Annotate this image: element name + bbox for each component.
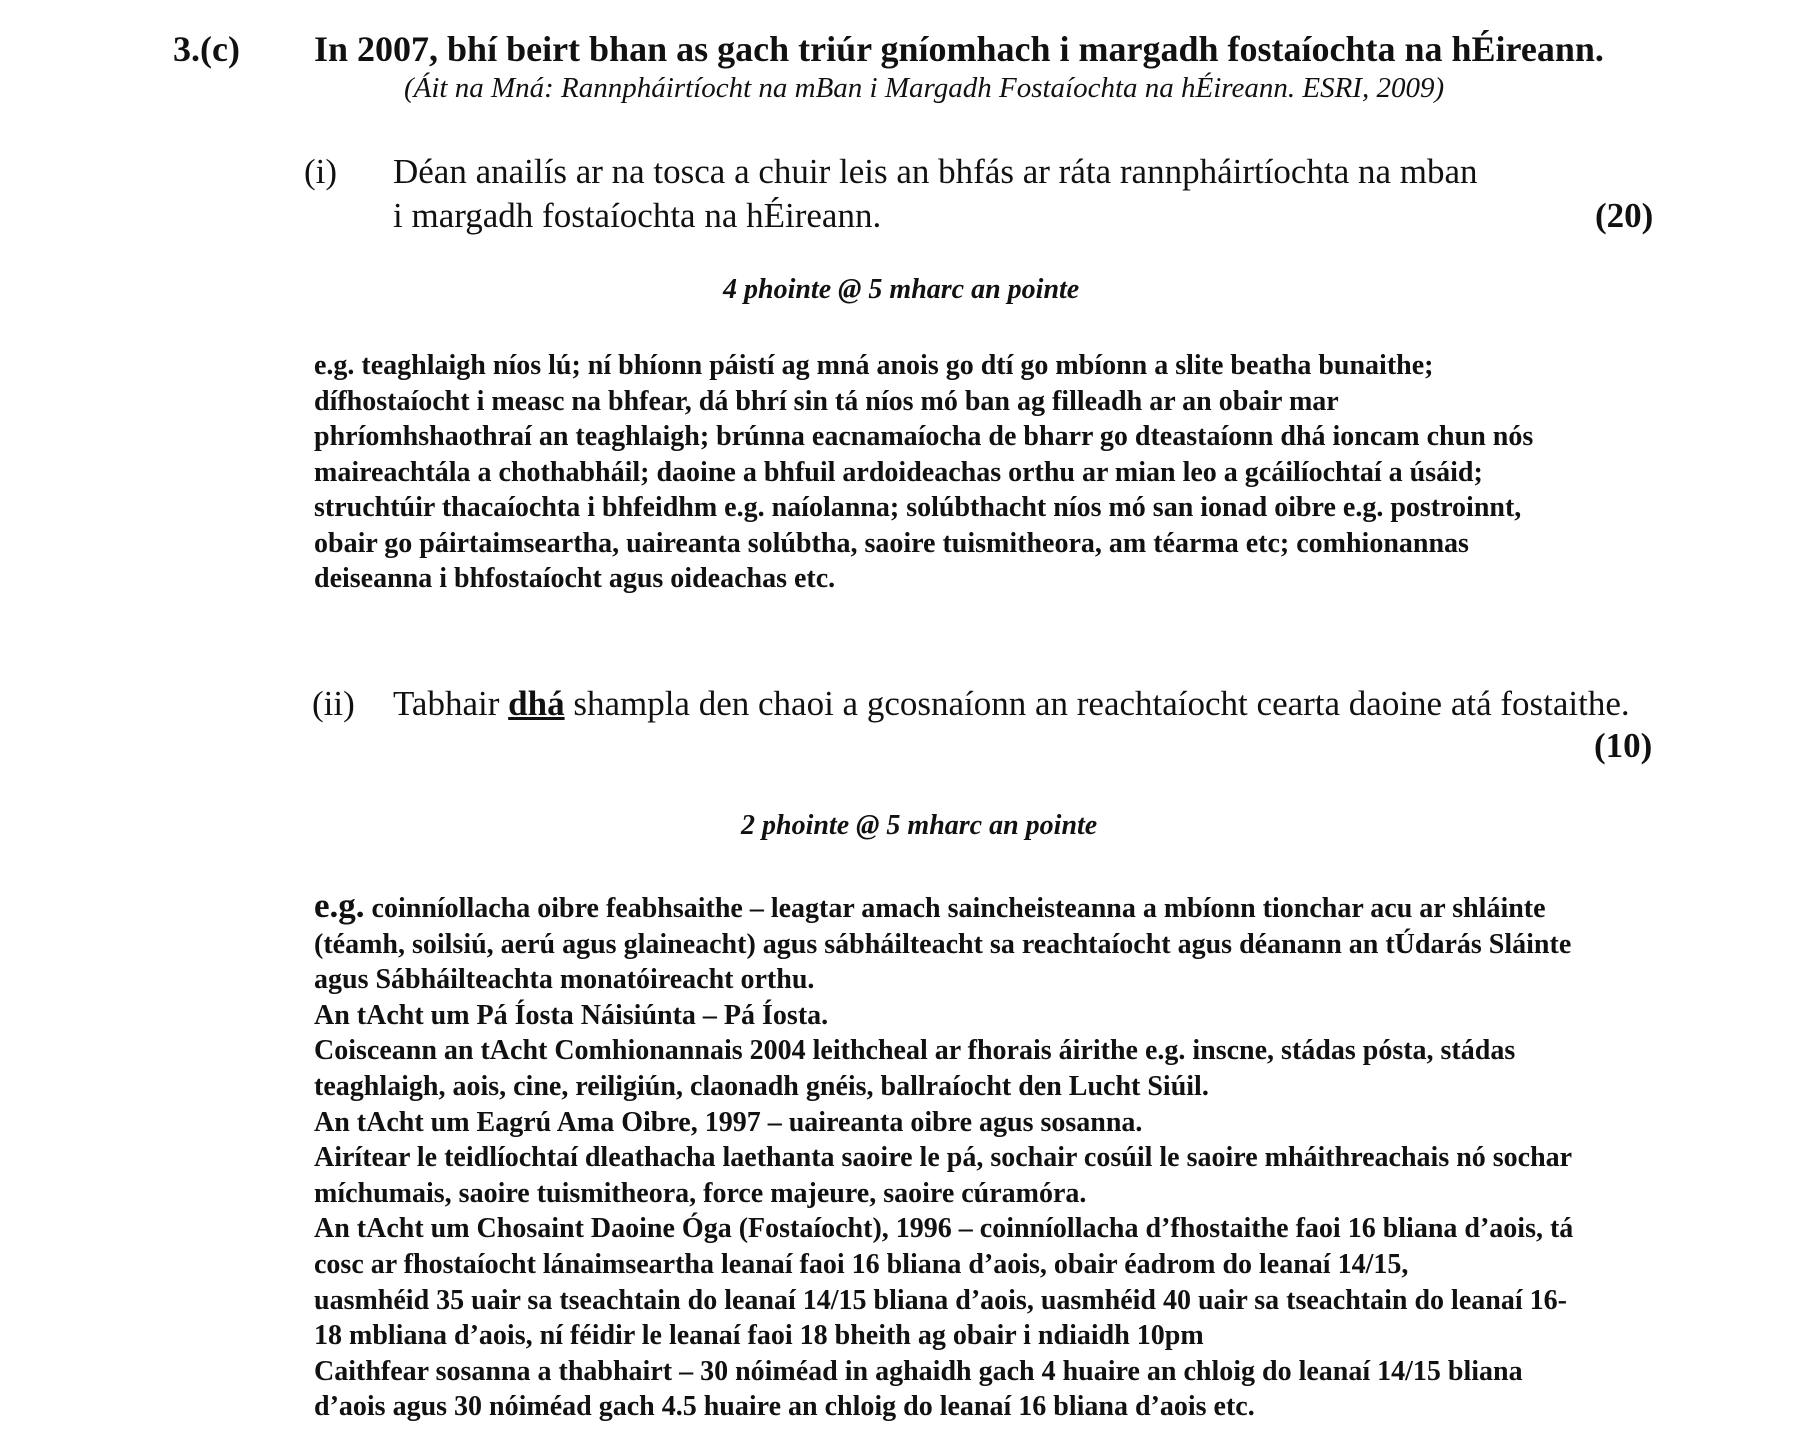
part-i-marking-scheme: 4 phointe @ 5 mharc an pointe bbox=[723, 274, 1080, 305]
part-i-sample-answer bbox=[314, 348, 1714, 597]
answer-line: deiseanna i bhfostaíocht agus oideachas etc. bbox=[314, 563, 836, 594]
answer-line: agus Sábháilteachta monatóireacht orthu. bbox=[314, 964, 815, 996]
part-ii-label: (ii) bbox=[312, 684, 355, 723]
answer-line: phríomhshaothraí an teaghlaigh; brúnna eacnamaíocha de bharr go dteastaíonn dhá ioncam chun nós bbox=[314, 421, 1534, 452]
part-ii-sample-answer bbox=[314, 888, 1734, 1425]
question-stem: In 2007, bhí beirt bhan as gach triúr gníomhach i margadh fostaíochta na hÉireann. bbox=[314, 29, 1604, 69]
question-source-citation: (Áit na Mná: Rannpháirtíocht na mBan i Margadh Fostaíochta na hÉireann. ESRI, 2009) bbox=[404, 72, 1445, 104]
answer-line: d’aois agus 30 nóiméad gach 4.5 huaire an chloig do leanaí 16 bliana d’aois etc. bbox=[314, 1391, 1255, 1423]
part-i-question-line-1: Déan anailís ar na tosca a chuir leis an bhfás ar ráta rannpháirtíochta na mban bbox=[393, 152, 1478, 191]
answer-line: teaghlaigh, aois, cine, reiligiún, claonadh gnéis, ballraíocht den Lucht Siúil. bbox=[314, 1070, 1209, 1102]
answer-line: An tAcht um Chosaint Daoine Óga (Fostaíocht), 1996 – coinníollacha d’fhostaithe faoi 16 bliana d’aois, tá bbox=[314, 1213, 1574, 1245]
answer-line: (téamh, soilsiú, aerú agus glaineacht) agus sábháilteacht sa reachtaíocht agus déanann an tÚdarás Sláinte bbox=[314, 928, 1572, 960]
answer-line: struchtúir thacaíochta i bhfeidhm e.g. naíolanna; solúbthacht níos mó san ionad oibre e.g. postroinnt, bbox=[314, 492, 1522, 523]
answer-eg-label: e.g. bbox=[314, 886, 365, 925]
answer-line: uasmhéid 35 uair sa tseachtain do leanaí 14/15 bliana d’aois, uasmhéid 40 uair sa tseachtain do leanaí 16- bbox=[314, 1284, 1567, 1316]
answer-line: maireachtála a chothabháil; daoine a bhfuil ardoideachas orthu ar mian leo a gcáilíochtaí a úsáid; bbox=[314, 456, 1483, 488]
answer-line: dífhostaíocht i measc na bhfear, dá bhrí sin tá níos mó ban ag filleadh ar an obair mar bbox=[314, 385, 1339, 417]
answer-first-line: coinníollacha oibre feabhsaithe – leagtar amach saincheisteanna a mbíonn tionchar acu ar shláinte bbox=[364, 893, 1546, 924]
part-i-marks: (20) bbox=[1595, 196, 1654, 235]
part-i-question-line-2: i margadh fostaíochta na hÉireann. bbox=[393, 196, 882, 235]
answer-line: cosc ar fhostaíocht lánaimseartha leanaí faoi 16 bliana d’aois, obair éadrom do leanaí 14/15, bbox=[314, 1248, 1409, 1280]
part-ii-question bbox=[393, 684, 1630, 724]
answer-line: Caithfear sosanna a thabhairt – 30 nóiméad in aghaidh gach 4 huaire an chloig do leanaí 14/15 bliana bbox=[314, 1355, 1523, 1387]
answer-line: míchumais, saoire tuismitheora, force majeure, saoire cúramóra. bbox=[314, 1177, 1087, 1209]
answer-line: e.g. teaghlaigh níos lú; ní bhíonn páistí ag mná anois go dtí go mbíonn a slite beatha bunaithe; bbox=[314, 350, 1434, 381]
part-ii-text-after: shampla den chaoi a gcosnaíonn an reachtaíocht cearta daoine atá fostaithe. bbox=[564, 684, 1630, 723]
part-ii-text-before: Tabhair bbox=[393, 684, 509, 723]
question-number: 3.(c) bbox=[173, 29, 240, 69]
answer-line: Airítear le teidlíochtaí dleathacha laethanta saoire le pá, sochair cosúil le saoire mháithreachais nó sochar bbox=[314, 1142, 1573, 1174]
answer-line bbox=[314, 888, 1734, 927]
part-ii-emphasis: dhá bbox=[508, 684, 565, 723]
part-ii-marks: (10) bbox=[1594, 726, 1653, 765]
part-i-label: (i) bbox=[304, 152, 338, 191]
answer-line: An tAcht um Eagrú Ama Oibre, 1997 – uaireanta oibre agus sosanna. bbox=[314, 1106, 1143, 1138]
part-ii-marking-scheme: 2 phointe @ 5 mharc an pointe bbox=[741, 810, 1098, 841]
answer-line: obair go páirtaimseartha, uaireanta solúbtha, saoire tuismitheora, am téarma etc; comhionannas bbox=[314, 527, 1469, 559]
answer-line: Coisceann an tAcht Comhionannais 2004 leithcheal ar fhorais áirithe e.g. inscne, stádas pósta, stádas bbox=[314, 1035, 1516, 1067]
answer-line: An tAcht um Pá Íosta Náisiúnta – Pá Íosta. bbox=[314, 999, 829, 1031]
answer-line: 18 mbliana d’aois, ní féidir le leanaí faoi 18 bheith ag obair i ndiaidh 10pm bbox=[314, 1320, 1204, 1352]
